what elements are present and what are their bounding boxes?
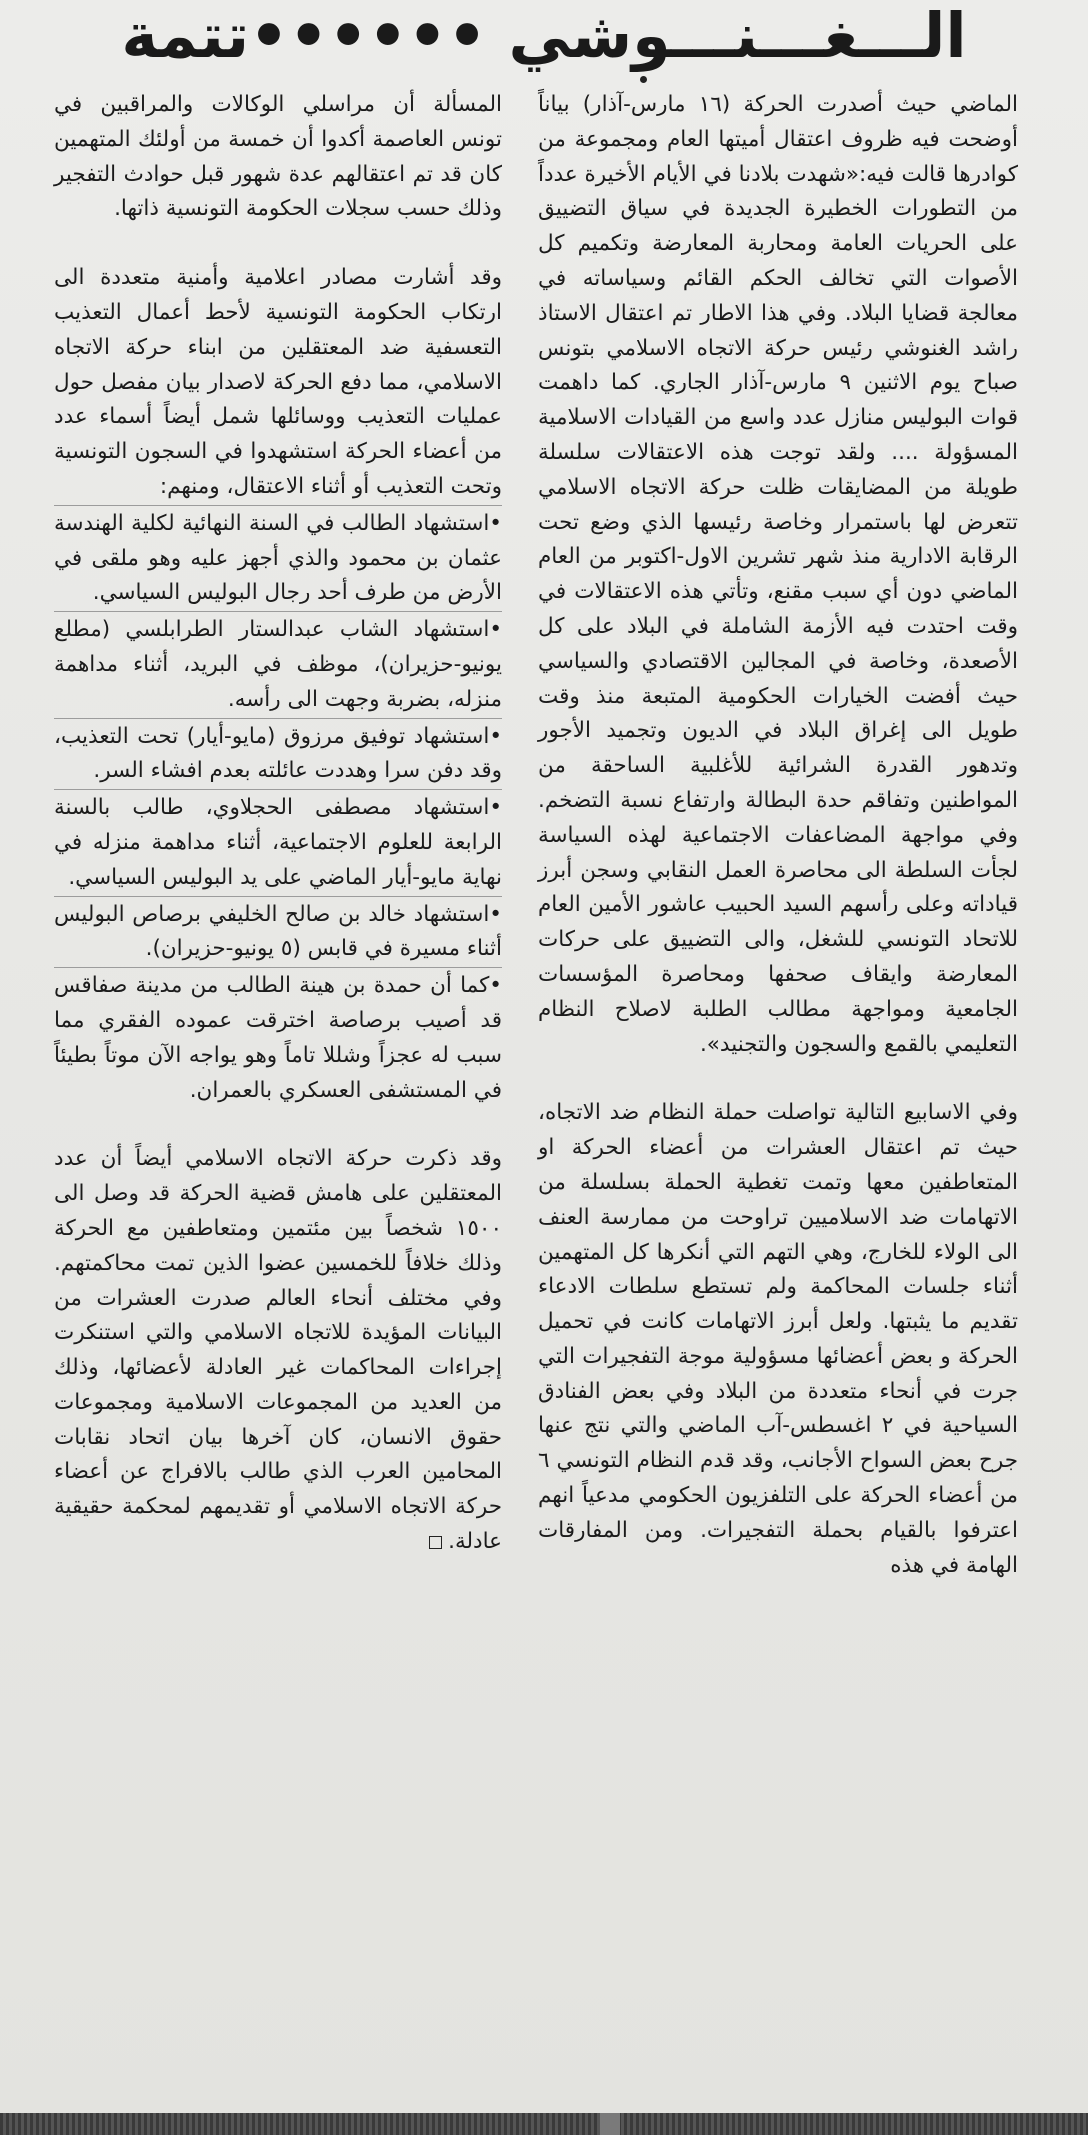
martyr-list-item: •استشهاد مصطفى الحجلاوي، طالب بالسنة الرابعة للعلوم الاجتماعية، أثناء مداهمة منزله في نهاية مايو-أيار الماضي على يد البوليس السياسي. — [54, 789, 502, 895]
paragraph: وقد أشارت مصادر اعلامية وأمنية متعددة الى ارتكاب الحكومة التونسية لأحط أعمال التعذيب التعسفية ضد المعتقلين من ابناء حركة الاتجاه الاسلامي، مما دفع الحركة لاصدار بيان مفصل حول عمليات التعذيب ووسائلها شمل أيضاً أسماء عدد من أعضاء الحركة استشهدوا في السجون التونسية وتحت التعذيب أو أثناء الاعتقال، ومنهم: — [54, 265, 502, 499]
paragraph: المسألة أن مراسلي الوكالات والمراقبين في تونس العاصمة أكدوا أن خمسة من أولئك المتهمين كان قد تم اعتقالهم عدة شهور قبل حوادث التفجير وذلك حسب سجلات الحكومة التونسية ذاتها. — [54, 92, 502, 222]
martyr-list-item: •استشهاد توفيق مرزوق (مايو-أيار) تحت التعذيب، وقد دفن سرا وهددت عائلته بعدم افشاء السر. — [54, 718, 502, 790]
martyr-list-item: •كما أن حمدة بن هينة الطالب من مدينة صفاقس قد أصيب برصاصة اخترقت عموده الفقري مما سبب له عجزاً وشللا تاماً وهو يواجه الآن موتاً بطيئاً في المستشفى العسكري بالعمران. — [54, 967, 502, 1108]
paragraph-final — [54, 1142, 502, 1560]
ornament-dot — [640, 76, 647, 83]
paragraph-text: وقد ذكرت حركة الاتجاه الاسلامي أيضاً أن عدد المعتقلين على هامش قضية الحركة قد وصل الى ١٥٠٠ شخصاً بين مئتمين ومتعاطفين مع الحركة وذلك خلافاً للخمسين عضوا الذين تمت محاكمتهم. وفي مختلف أنحاء العالم صدرت العشرات من البيانات المؤيدة للاتجاه الاسلامي والتي استنكرت إجراءات المحاكمات غير العادلة لأعضائها، وذلك من العديد من المجموعات الاسلامية ومجموعات حقوق الانسان، كان آخرها بيان اتحاد نقابات المحامين العرب الذي طالب بالافراج عن أعضاء حركة الاتجاه الاسلامي أو تقديمهم لمحكمة حقيقية عادلة. — [54, 1146, 502, 1555]
article-headline: الـــغـــنـــوشي ••••••تتمة — [121, 0, 967, 72]
edge-notch — [600, 2113, 620, 2135]
page-bottom-edge — [0, 2113, 1088, 2135]
end-of-article-icon — [429, 1536, 442, 1549]
martyr-list-item: •استشهاد الشاب عبدالستار الطرابلسي (مطلع يونيو-حزيران)، موظف في البريد، أثناء مداهمة منزله، بضربة وجهت الى رأسه. — [54, 611, 502, 717]
article-column-right — [538, 88, 1018, 1583]
martyr-list-item: •استشهاد خالد بن صالح الخليفي برصاص البوليس أثناء مسيرة في قابس (٥ يونيو-حزيران). — [54, 896, 502, 968]
martyr-list-item: •استشهاد الطالب في السنة النهائية لكلية الهندسة عثمان بن محمود والذي أجهز عليه وهو ملقى في الأرض من طرف أحد رجال البوليس السياسي. — [54, 505, 502, 611]
article-column-left — [54, 88, 502, 1560]
paragraph: الماضي حيث أصدرت الحركة (١٦ مارس-آذار) بياناً أوضحت فيه ظروف اعتقال أميتها العام ومجموعة من كوادرها قالت فيه:«شهدت بلادنا في الأيام الأخيرة عدداً من التطورات الخطيرة الجديدة في سياق التضييق على الحريات العامة ومحاربة المعارضة وتكميم كل الأصوات التي تخالف الحكم القائم وسياساته في معالجة قضايا البلاد. وفي هذا الاطار تم اعتقال الاستاذ راشد الغنوشي رئيس حركة الاتجاه الاسلامي بتونس صباح يوم الاثنين ٩ مارس-آذار الجاري. كما داهمت قوات البوليس منازل عدد واسع من القيادات الاسلامية المسؤولة .... ولقد توجت هذه الاعتقالات سلسلة طويلة من المضايقات ظلت حركة الاتجاه الاسلامي تتعرض لها باستمرار وخاصة رئيسها الذي وضع تحت الرقابة الادارية منذ شهر تشرين الاول-اكتوبر من العام الماضي دون أي سبب مقنع، وتأتي هذه الاعتقالات في وقت احتدت فيه الأزمة الشاملة في البلاد على كل الأصعدة، وخاصة في المجالين الاقتصادي والسياسي حيث أفضت الخيارات الحكومية المتبعة منذ وقت طويل الى إغراق البلاد في الديون وتجميد الأجور وتدهور القدرة الشرائية للأغلبية الساحقة من المواطنين وتفاقم حدة البطالة وارتفاع نسبة التضخم. وفي مواجهة المضاعفات الاجتماعية لهذه السياسة لجأت السلطة الى محاصرة العمل النقابي وسجن أبرز قياداته وعلى رأسهم السيد الحبيب عاشور الأمين العام للاتحاد التونسي للشغل، والى التضييق على حركات المعارضة وايقاف صحفها ومحاصرة المؤسسات الجامعية ومواجهة مطالب الطلبة لاصلاح النظام التعليمي بالقمع والسجون والتجنيد». — [538, 92, 1018, 1057]
paragraph: وفي الاسابيع التالية تواصلت حملة النظام ضد الاتجاه، حيث تم اعتقال العشرات من أعضاء الحركة او المتعاطفين معها وتمت تغطية الحملة بسلسلة من الاتهامات ضد الاسلاميين تراوحت من ممارسة العنف الى الولاء للخارج، وهي التهم التي أنكرها كل المتهمين أثناء جلسات المحاكمة ولم تستطع سلطات الادعاء تقديم ما يثبتها. ولعل أبرز الاتهامات كانت في تحميل الحركة و بعض أعضائها مسؤولية موجة التفجيرات التي جرت في أنحاء متعددة من البلاد وفي بعض الفنادق السياحية في ٢ اغسطس-آب الماضي والتي نتج عنها جرح بعض السواح الأجانب، وقد قدم النظام التونسي ٦ من أعضاء الحركة على التلفزيون الحكومي مدعياً انهم اعترفوا بالقيام بحملة التفجيرات. ومن المفارقات الهامة في هذه — [538, 1100, 1018, 1578]
